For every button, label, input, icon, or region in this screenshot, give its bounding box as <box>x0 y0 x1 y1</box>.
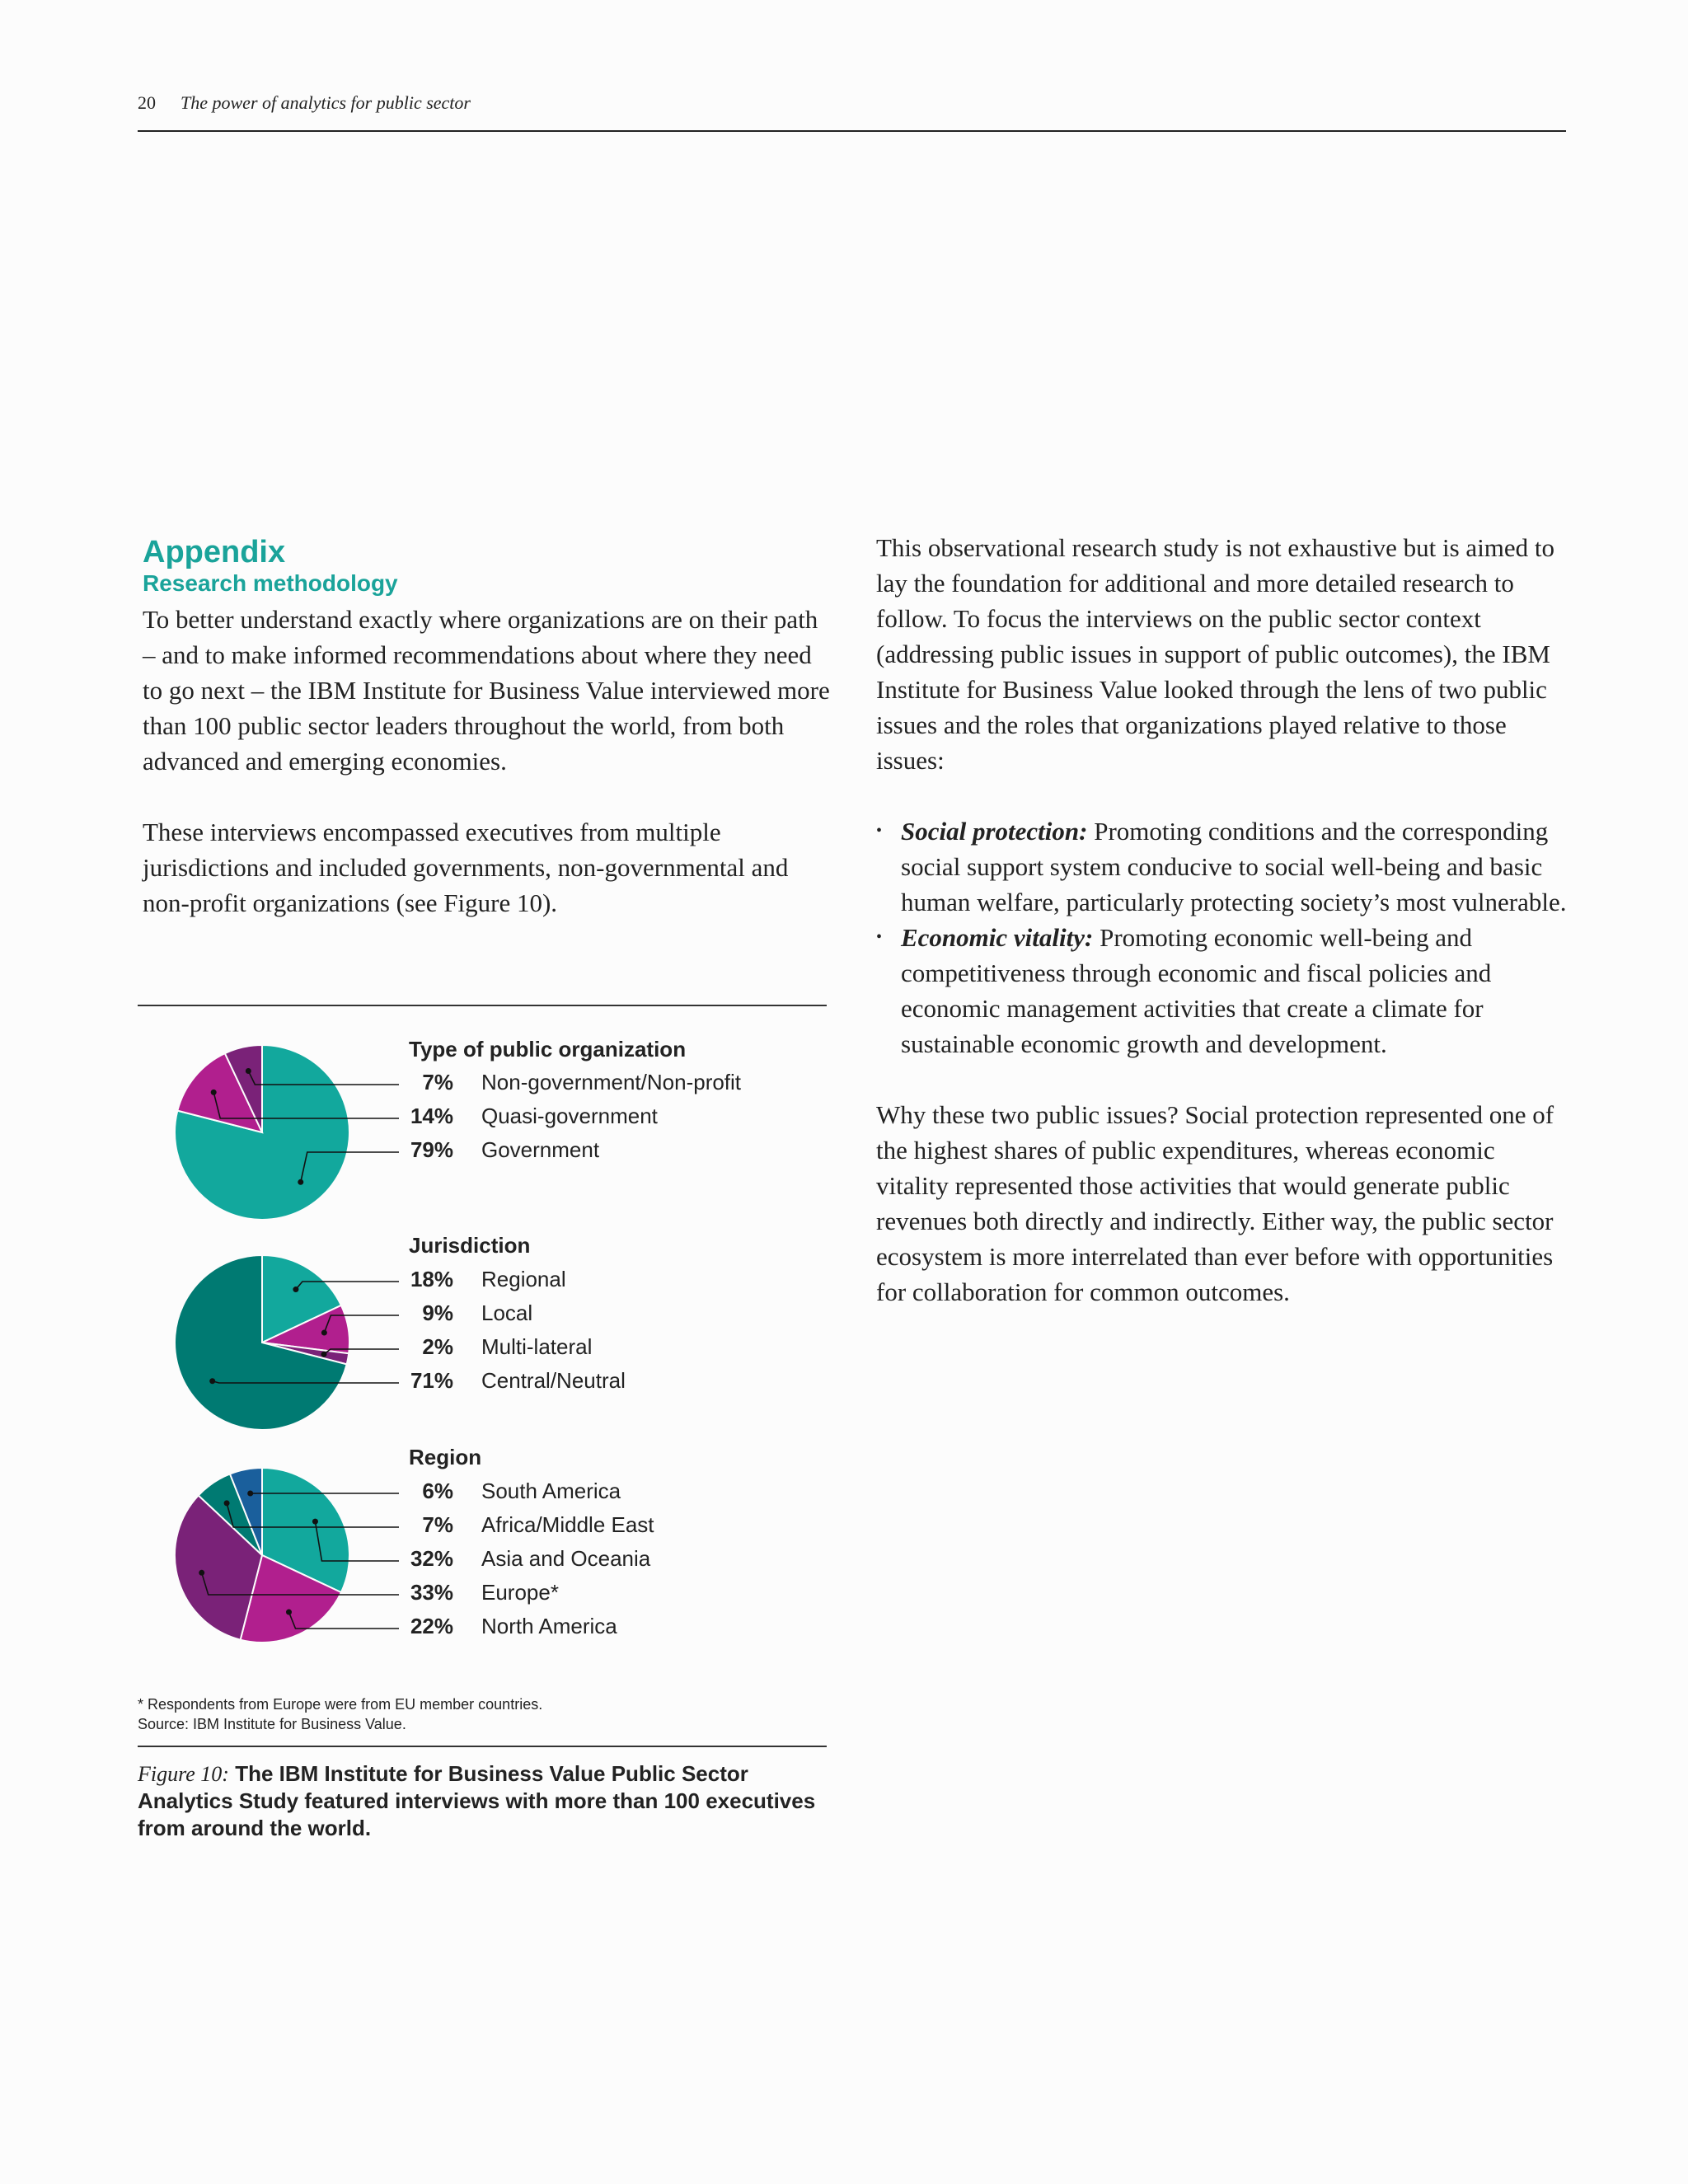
slice-label: North America <box>481 1614 617 1638</box>
slice-label: Non-government/Non-profit <box>481 1070 742 1094</box>
caption-label: Figure 10: <box>138 1762 229 1786</box>
slice-percent: 7% <box>422 1512 453 1537</box>
figure-source: Source: IBM Institute for Business Value. <box>138 1716 406 1732</box>
pie-chart-organization-type <box>173 1043 351 1226</box>
chart-title: Type of public organization <box>409 1037 687 1062</box>
slice-percent: 2% <box>422 1334 453 1359</box>
pie-chart-region <box>173 1466 351 1648</box>
slice-label: Asia and Oceania <box>481 1546 651 1571</box>
slice-percent: 79% <box>410 1137 453 1162</box>
bullet-text: Promoting conditions and the corresponding social support system conducive to social well-being and basic human welfare, particularly protecting society’s most vulnerable. <box>901 817 1567 916</box>
intro-paragraph: To better understand exactly where organizations are on their path – and to make informed recommendations about where they need to go next – the IBM Institute for Business Value interviewed more than 100 public sector leaders throughout the world, from both advanced and emerging economies. <box>143 605 830 776</box>
list-item <box>876 813 1573 920</box>
chart-title: Region <box>409 1445 482 1469</box>
slice-label: Africa/Middle East <box>481 1512 654 1537</box>
bullet-lead: Social protection: <box>901 817 1088 846</box>
figure-bottom-rule <box>138 1746 827 1747</box>
bullet-lead: Economic vitality: <box>901 923 1094 952</box>
figure-footnote: * Respondents from Europe were from EU member countries. <box>138 1696 543 1713</box>
slice-label: Quasi-government <box>481 1104 658 1128</box>
public-issues-list <box>876 813 1573 1062</box>
slice-percent: 22% <box>410 1614 453 1638</box>
bullet-text: Promoting economic well-being and competitiveness through economic and fiscal policies and economic management activities that create a climate for sustainable economic growth and development. <box>901 923 1492 1058</box>
appendix-heading: Appendix <box>143 535 286 569</box>
pie-chart-jurisdiction <box>173 1254 351 1436</box>
chart-title: Jurisdiction <box>409 1233 531 1258</box>
slice-label: Local <box>481 1301 533 1325</box>
slice-percent: 33% <box>410 1580 453 1605</box>
study-intro-paragraph: This observational research study is not exhaustive but is aimed to lay the foundation for additional and more detailed research to follow. To focus the interviews on the public sector context (addressing public issues in support of public outcomes), the IBM Institute for Business Value looked through the lens of two public issues and the roles that organizations played relative to those issues: <box>876 533 1555 775</box>
page-header <box>138 92 1566 132</box>
slice-label: South America <box>481 1479 621 1503</box>
running-title: The power of analytics for public sector <box>181 92 471 113</box>
slice-percent: 32% <box>410 1546 453 1571</box>
figure-top-rule <box>138 1005 827 1006</box>
slice-label: Europe* <box>481 1580 559 1605</box>
interviews-paragraph: These interviews encompassed executives from multiple jurisdictions and included governments, non-governmental and non-profit organizations (see Figure 10). <box>143 818 789 917</box>
closing-paragraph: Why these two public issues? Social protection represented one of the highest shares of public expenditures, whereas economic vitality represented those activities that would generate public revenues both directly and indirectly. Either way, the public sector ecosystem is more interrelated than ever before with opportunities for collaboration for common outcomes. <box>876 1100 1554 1306</box>
slice-label: Multi-lateral <box>481 1334 593 1359</box>
slice-label: Regional <box>481 1267 566 1291</box>
slice-percent: 71% <box>410 1368 453 1393</box>
left-column <box>143 534 835 921</box>
slice-label: Government <box>481 1137 600 1162</box>
caption-text: The IBM Institute for Business Value Public Sector Analytics Study featured interviews with more than 100 executives from around the world. <box>138 1761 816 1840</box>
slice-percent: 6% <box>422 1479 453 1503</box>
right-column <box>876 530 1573 1310</box>
research-methodology-subheading: Research methodology <box>143 570 398 596</box>
slice-percent: 14% <box>410 1104 453 1128</box>
page-number: 20 <box>138 92 156 113</box>
slice-label: Central/Neutral <box>481 1368 626 1393</box>
figure-caption <box>138 1760 830 1842</box>
slice-percent: 7% <box>422 1070 453 1094</box>
slice-percent: 18% <box>410 1267 453 1291</box>
slice-percent: 9% <box>422 1301 453 1325</box>
list-item <box>876 920 1573 1062</box>
